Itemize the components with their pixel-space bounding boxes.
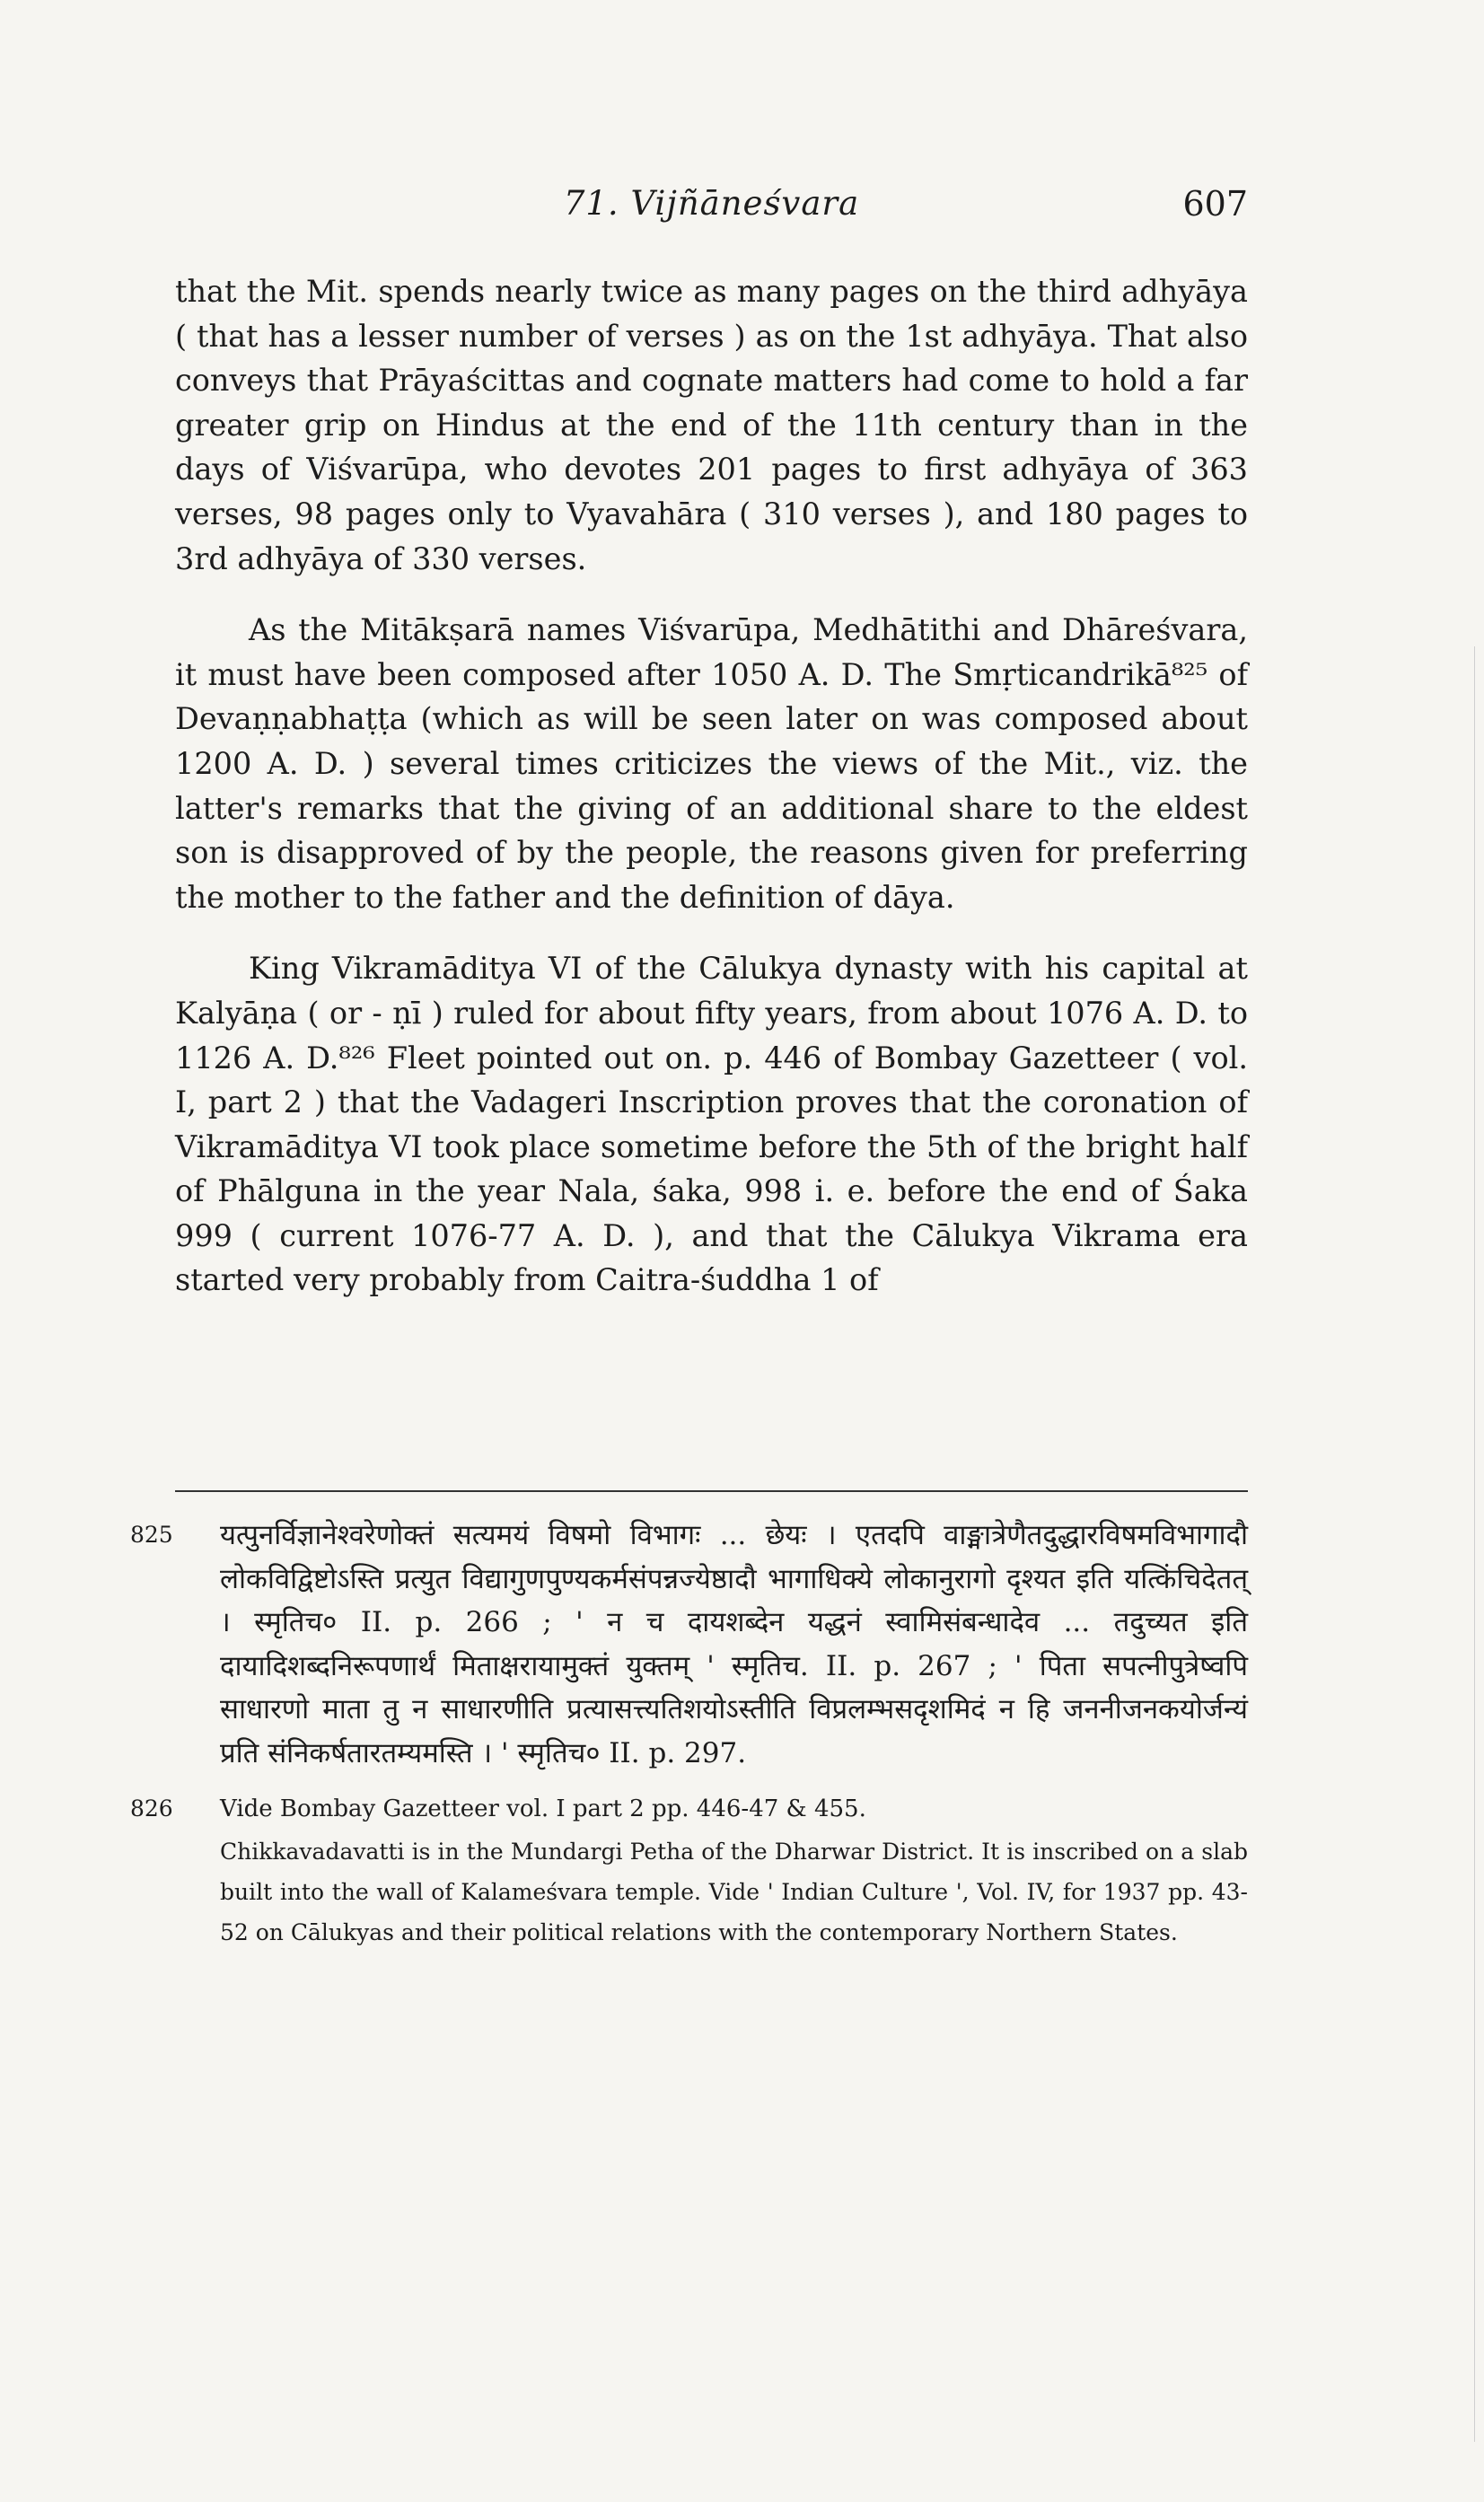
main-body <box>175 269 1248 1330</box>
footnote-825 <box>130 1514 1248 1775</box>
page-number: 607 <box>1182 184 1248 224</box>
running-title: 71. Vijñāneśvara <box>563 184 860 223</box>
paragraph-1: that the Mit. spends nearly twice as many pages on the third adhyāya ( that has a lesser number of verses ) as on the 1st adhyāya. That also conveys that Prāyaścittas and cognate matters had come to hold a far greater grip on Hindus at the end of the 11th century than in the days of Viśvarūpa, who devotes 201 pages to first adhyāya of 363 verses, 98 pages only to Vyavahāra ( 310 verses ), and 180 pages to 3rd adhyāya of 330 verses. <box>175 274 1248 576</box>
page-header <box>175 184 1248 238</box>
footnote-text: Vide Bombay Gazetteer vol. I part 2 pp. 446-47 & 455. <box>220 1795 866 1822</box>
footnote-text-continued: Chikkavadavatti is in the Mundargi Petha of the Dharwar District. It is inscribed on a slab built into the wall of Kalameśvara temple. Vide ' Indian Culture ', Vol. IV, for 1937 pp. 43-52 on Cālukyas and their political relations with the contemporary Northern States. <box>220 1838 1248 1945</box>
paragraph-2: As the Mitākṣarā names Viśvarūpa, Medhātithi and Dhāreśvara, it must have been composed after 1050 A. D. The Smṛticandrikā⁸²⁵ of Devaṇṇabhaṭṭa (which as will be seen later on was composed about 1200 A. D. ) several times criticizes the views of the Mit., viz. the latter's remarks that the giving of an additional share to the eldest son is disapproved of by the people, the reasons given for preferring the mother to the father and the definition of dāya. <box>175 612 1248 915</box>
footnote-divider <box>175 1490 1248 1492</box>
footnote-number: 826 <box>130 1795 173 1822</box>
footnote-text: यत्पुनर्विज्ञानेश्वरेणोक्तं सत्यमयं विषमो विभागः ... छेयः । एतदपि वाङ्मात्रेणैतदुद्धारविषमविभागादौ लोकविद्विष्टोऽस्ति प्रत्युत विद्यागुणपुण्यकर्मसंपन्नज्येष्ठादौ भागाधिक्ये लोकानुरागो दृश्यत इति यत्किंचिदेतत् । स्मृतिच० II. p. 266 ; ' न च दायशब्देन यद्धनं स्वामिसंबन्धादेव ... तदुच्यत इति दायादिशब्दनिरूपणार्थं मिताक्षरायामुक्तं युक्तम् ' स्मृतिच. II. p. 267 ; ' पिता सपत्नीपुत्रेष्वपि साधारणो माता तु न साधारणीति प्रत्यासत्त्यतिशयोऽस्तीति विप्रलम्भसदृशमिदं न हि जननीजनकयोर्जन्यं प्रति संनिकर्षतारतम्यमस्ति । ' स्मृतिच० II. p. 297. <box>220 1519 1248 1769</box>
paragraph-3: King Vikramāditya VI of the Cālukya dynasty with his capital at Kalyāṇa ( or - ṇī ) ruled for about fifty years, from about 1076 A. D. to 1126 A. D.⁸²⁶ Fleet pointed out on. p. 446 of Bombay Gazetteer ( vol. I, part 2 ) that the Vadageri Inscription proves that the coronation of Vikramāditya VI took place sometime before the 5th of the bright half of Phālguna in the year Nala, śaka, 998 i. e. before the end of Śaka 999 ( current 1076-77 A. D. ), and that the Cālukya Vikrama era started very probably from Caitra-śuddha 1 of <box>175 951 1248 1298</box>
footnotes <box>130 1514 1248 1965</box>
footnote-number: 825 <box>130 1522 173 1548</box>
scan-margin-line <box>1474 646 1475 2442</box>
footnote-826 <box>130 1787 1248 1953</box>
